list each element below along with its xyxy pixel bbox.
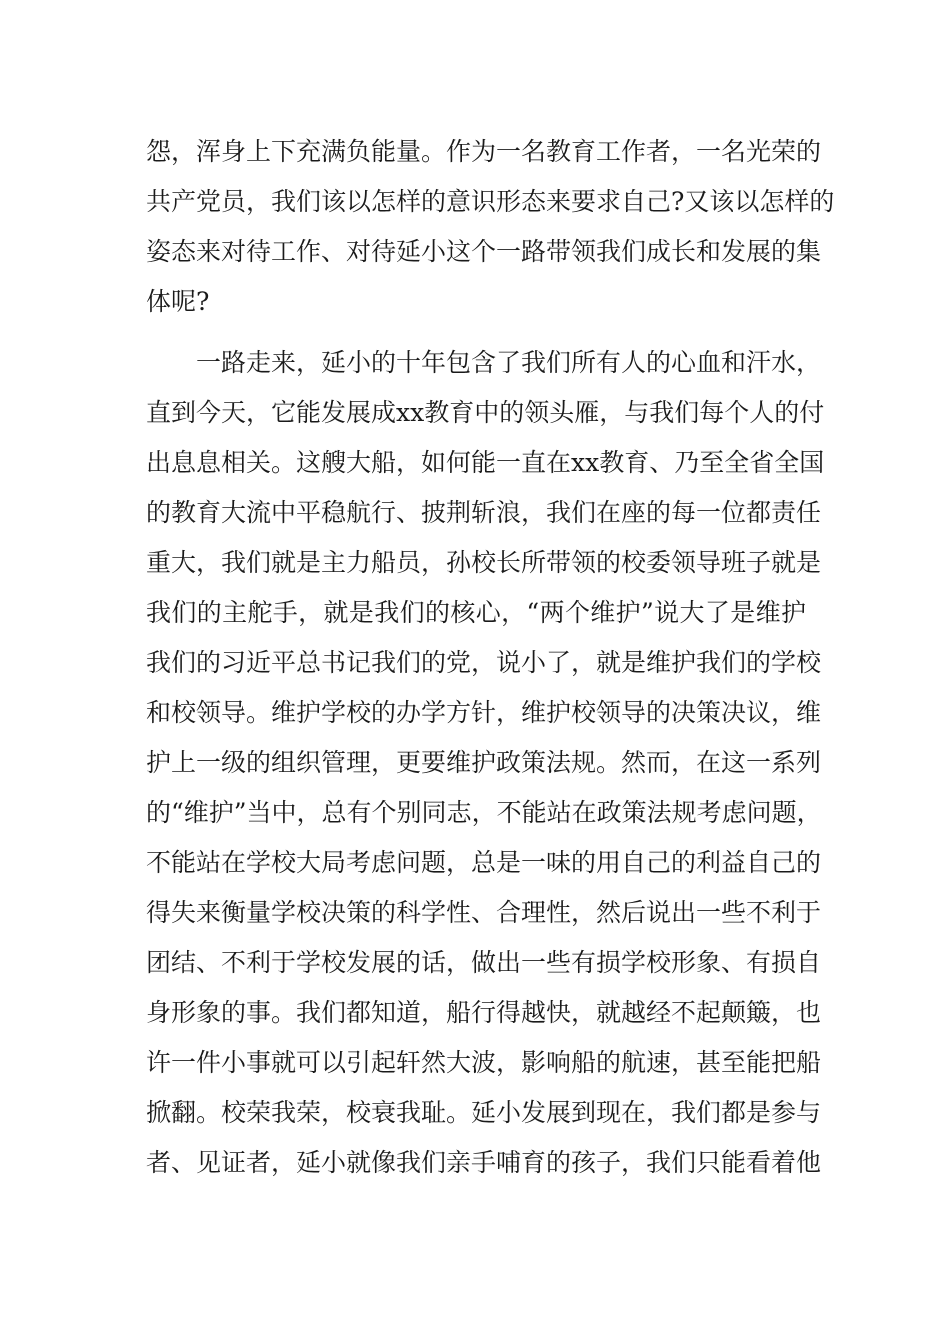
paragraph-2-line-4: 的教育大流中平稳航行、披荆斩浪，我们在座的每一位都责任 xyxy=(146,498,822,527)
paragraph-2-line-10: 的“维护”当中，总有个别同志，不能站在政策法规考虑问题， xyxy=(146,798,822,827)
paragraph-2-line-8: 和校领导。维护学校的办学方针，维护校领导的决策决议，维 xyxy=(146,698,822,727)
paragraph-2-line-7: 我们的习近平总书记我们的党，说小了，就是维护我们的学校 xyxy=(146,648,822,677)
paragraph-2-line-13: 团结、不利于学校发展的话，做出一些有损学校形象、有损自 xyxy=(146,948,822,977)
paragraph-2-line-1: 一路走来，延小的十年包含了我们所有人的心血和汗水， xyxy=(196,348,822,377)
paragraph-2-line-15: 许一件小事就可以引起轩然大波，影响船的航速，甚至能把船 xyxy=(146,1048,822,1077)
paragraph-2-line-11: 不能站在学校大局考虑问题，总是一味的用自己的利益自己的 xyxy=(146,848,822,877)
paragraph-2-line-14: 身形象的事。我们都知道，船行得越快，就越经不起颠簸，也 xyxy=(146,998,822,1027)
paragraph-1-line-4: 体呢? xyxy=(146,287,210,316)
paragraph-2-line-12: 得失来衡量学校决策的科学性、合理性，然后说出一些不利于 xyxy=(146,898,822,927)
paragraph-2-line-9: 护上一级的组织管理，更要维护政策法规。然而，在这一系列 xyxy=(146,748,822,777)
paragraph-2-line-17: 者、见证者，延小就像我们亲手哺育的孩子，我们只能看着他 xyxy=(146,1148,822,1177)
paragraph-2-line-3: 出息息相关。这艘大船，如何能一直在xx教育、乃至全省全国 xyxy=(146,448,825,477)
paragraph-2-line-6: 我们的主舵手，就是我们的核心，“两个维护”说大了是维护 xyxy=(146,598,806,627)
paragraph-1-line-1: 怨，浑身上下充满负能量。作为一名教育工作者，一名光荣的 xyxy=(146,137,822,166)
paragraph-2-line-5: 重大，我们就是主力船员，孙校长所带领的校委领导班子就是 xyxy=(146,548,822,577)
paragraph-1-line-3: 姿态来对待工作、对待延小这个一路带领我们成长和发展的集 xyxy=(146,237,822,266)
paragraph-2-line-2: 直到今天，它能发展成xx教育中的领头雁，与我们每个人的付 xyxy=(146,398,825,427)
paragraph-1-line-2: 共产党员，我们该以怎样的意识形态来要求自己?又该以怎样的 xyxy=(146,187,835,216)
paragraph-2-line-16: 掀翻。校荣我荣，校衰我耻。延小发展到现在，我们都是参与 xyxy=(146,1098,822,1127)
